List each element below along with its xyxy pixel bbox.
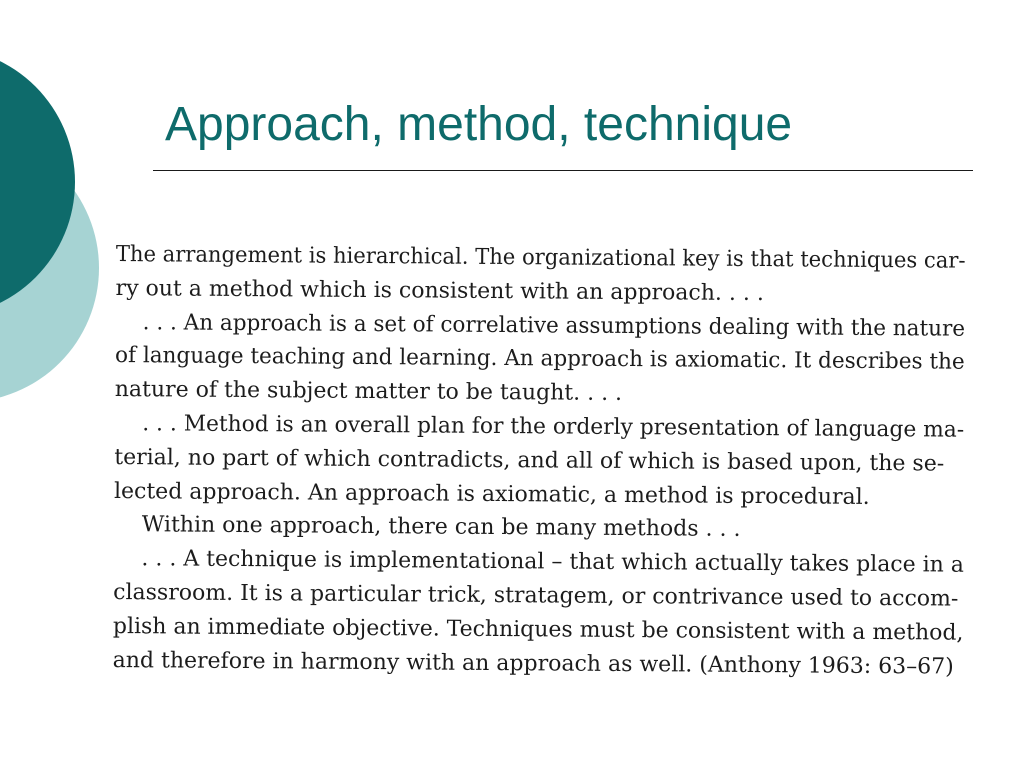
quote-line: . . . A technique is implementational – that which actually takes place in a [141, 546, 965, 578]
quote-line: . . . Method is an overall plan for the orderly presentation of language ma- [142, 411, 965, 443]
quote-line: . . . An approach is a set of correlative assumptions dealing with the nature [142, 309, 966, 342]
quotation-block [113, 238, 966, 684]
title-divider [153, 170, 973, 171]
decorative-circles [0, 0, 110, 420]
quote-line: lected approach. An approach is axiomatic, a method is procedural. [113, 478, 870, 510]
quote-line: ry out a method which is consistent with an approach. . . . [115, 275, 764, 306]
quote-line: nature of the subject matter to be taught. . . . [114, 377, 623, 407]
quote-line: terial, no part of which contradicts, and all of which is based upon, the se- [114, 444, 945, 477]
quote-line: of language teaching and learning. An approach is axiomatic. It describes the [114, 343, 965, 376]
quote-line: The arrangement is hierarchical. The organizational key is that techniques car- [115, 241, 966, 274]
quote-line: plish an immediate objective. Techniques must be consistent with a method, [112, 613, 964, 646]
quote-line: classroom. It is a particular trick, stratagem, or contrivance used to accom- [113, 579, 959, 612]
quote-line: and therefore in harmony with an approach as well. (Anthony 1963: 63–67) [112, 647, 954, 680]
quote-line: Within one approach, there can be many methods . . . [141, 512, 741, 543]
slide-title: Approach, method, technique [165, 98, 793, 151]
